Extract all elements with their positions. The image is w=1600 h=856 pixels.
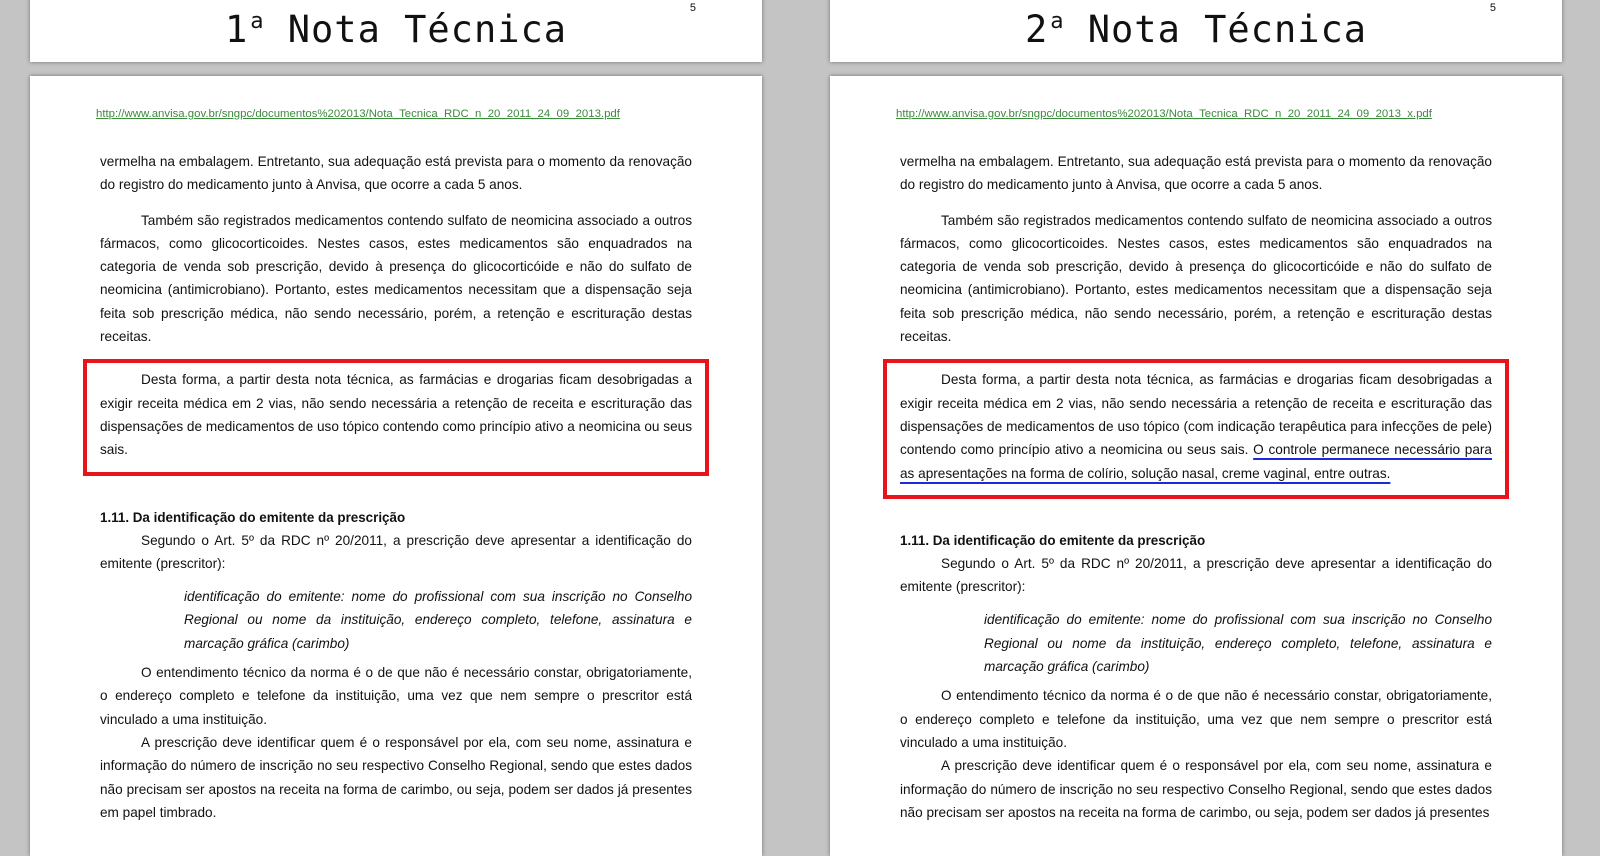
right-quote: identificação do emitente: nome do profissional com sua inscrição no Conselho Regional ou nome da instituição, endereço completo, telefone, assinatura e marcação gráfica (carimbo)	[984, 612, 1492, 675]
left-page-content	[96, 76, 692, 824]
left-title-banner	[30, 0, 762, 62]
right-highlight-text: Desta forma, a partir desta nota técnica, as farmácias e drogarias ficam desobrigadas a exigir receita médica em 2 vias, não sendo necessária a retenção de receita e escrituração das dispensações de medicamentos de uso tópico (com indicação terapêutica para infecções de pele) contendo como princípio ativo a neomicina ou seus sais.	[900, 372, 1492, 458]
left-paragraph-3: Segundo o Art. 5º da RDC nº 20/2011, a prescrição deve apresentar a identificação do emitente (prescritor):	[100, 532, 692, 571]
right-paragraph-3: Segundo o Art. 5º da RDC nº 20/2011, a prescrição deve apresentar a identificação do emitente (prescritor):	[900, 555, 1492, 595]
right-highlighted-paragraph	[900, 368, 1492, 484]
right-title-banner	[830, 0, 1562, 62]
right-paragraph-1: vermelha na embalagem. Entretanto, sua adequação está prevista para o momento da renovação do registro do medicamento junto à Anvisa, que ocorre a cada 5 anos.	[900, 154, 1492, 193]
left-header-page-number: 5	[689, 2, 696, 14]
right-paragraph-5: A prescrição deve identificar quem é o responsável por ela, com seu nome, assinatura e informação do número de inscrição no seu respectivo Conselho Regional, sendo que estes dados não precisam ser apostos na receita na forma de carimbo, ou seja, podem ser dados já presentes	[900, 758, 1492, 820]
right-paragraph-4: O entendimento técnico da norma é o de que não é necessário constar, obrigatoriamente, o endereço completo e telefone da instituição, uma vez que nem sempre o prescritor está vinculado a uma instituição.	[900, 688, 1492, 750]
right-document-title: 2$^a$ Nota Técnica	[1024, 8, 1368, 51]
right-page-content	[896, 76, 1492, 824]
left-paragraph-2: Também são registrados medicamentos contendo sulfato de neomicina associado a outros fármacos, como glicocorticoides. Nestes casos, estes medicamentos são enquadrados na categoria de venda sob prescrição, devido à presença do glicocorticóide e não do sulfato de neomicina (antimicrobiano). Portanto, estes medicamentos necessitam que a dispensação seja feita sob prescrição médica, não sendo necessário, porém, a retenção e escrituração destas receitas.	[100, 212, 692, 345]
right-header-page-number: 5	[1489, 2, 1496, 14]
right-section-heading: 1.11. Da identificação do emitente da prescrição	[900, 532, 1206, 548]
left-paragraph-4: O entendimento técnico da norma é o de que não é necessário constar, obrigatoriamente, o endereço completo e telefone da instituição, uma vez que nem sempre o prescritor está vinculado a uma instituição.	[100, 665, 692, 727]
right-document-page	[830, 76, 1562, 856]
left-document-page	[30, 76, 762, 856]
left-highlighted-paragraph: Desta forma, a partir desta nota técnica, as farmácias e drogarias ficam desobrigadas a exigir receita médica em 2 vias, não sendo necessária a retenção de receita e escrituração das dispensações de medicamentos de uso tópico contendo como princípio ativo a neomicina ou seus sais.	[100, 372, 692, 458]
left-paragraph-1: vermelha na embalagem. Entretanto, sua adequação está prevista para o momento da renovação do registro do medicamento junto à Anvisa, que ocorre a cada 5 anos.	[100, 154, 692, 193]
left-section-heading: 1.11. Da identificação do emitente da prescrição	[100, 509, 406, 525]
left-paragraph-5: A prescrição deve identificar quem é o responsável por ela, com seu nome, assinatura e informação do número de inscrição no seu respectivo Conselho Regional, sendo que estes dados não precisam ser apostos na receita na forma de carimbo, ou seja, podem ser dados já presentes em papel timbrado.	[100, 734, 692, 820]
left-quote: identificação do emitente: nome do profissional com sua inscrição no Conselho Regional ou nome da instituição, endereço completo, telefone, assinatura e marcação gráfica (carimbo)	[184, 589, 692, 651]
right-paragraph-2: Também são registrados medicamentos contendo sulfato de neomicina associado a outros fármacos, como glicocorticoides. Nestes casos, estes medicamentos são enquadrados na categoria de venda sob prescrição, devido à presença do glicocorticóide e não do sulfato de neomicina (antimicrobiano). Portanto, estes medicamentos necessitam que a dispensação seja feita sob prescrição médica, não sendo necessário, porém, a retenção e escrituração destas receitas.	[900, 212, 1492, 345]
left-source-url[interactable]: http://www.anvisa.gov.br/sngpc/documentos%202013/Nota_Tecnica_RDC_n_20_2011_24_09_2013.pdf	[96, 108, 620, 120]
right-highlight-box	[883, 359, 1509, 498]
right-added-text: O controle permanece necessário para as apresentações na forma de colírio, solução nasal, creme vaginal, entre outras.	[900, 442, 1492, 481]
left-document-title: 1$^a$ Nota Técnica	[224, 8, 568, 51]
left-highlight-box	[83, 359, 709, 475]
right-source-url[interactable]: http://www.anvisa.gov.br/sngpc/documentos%202013/Nota_Tecnica_RDC_n_20_2011_24_09_2013_x.pdf	[896, 108, 1432, 120]
